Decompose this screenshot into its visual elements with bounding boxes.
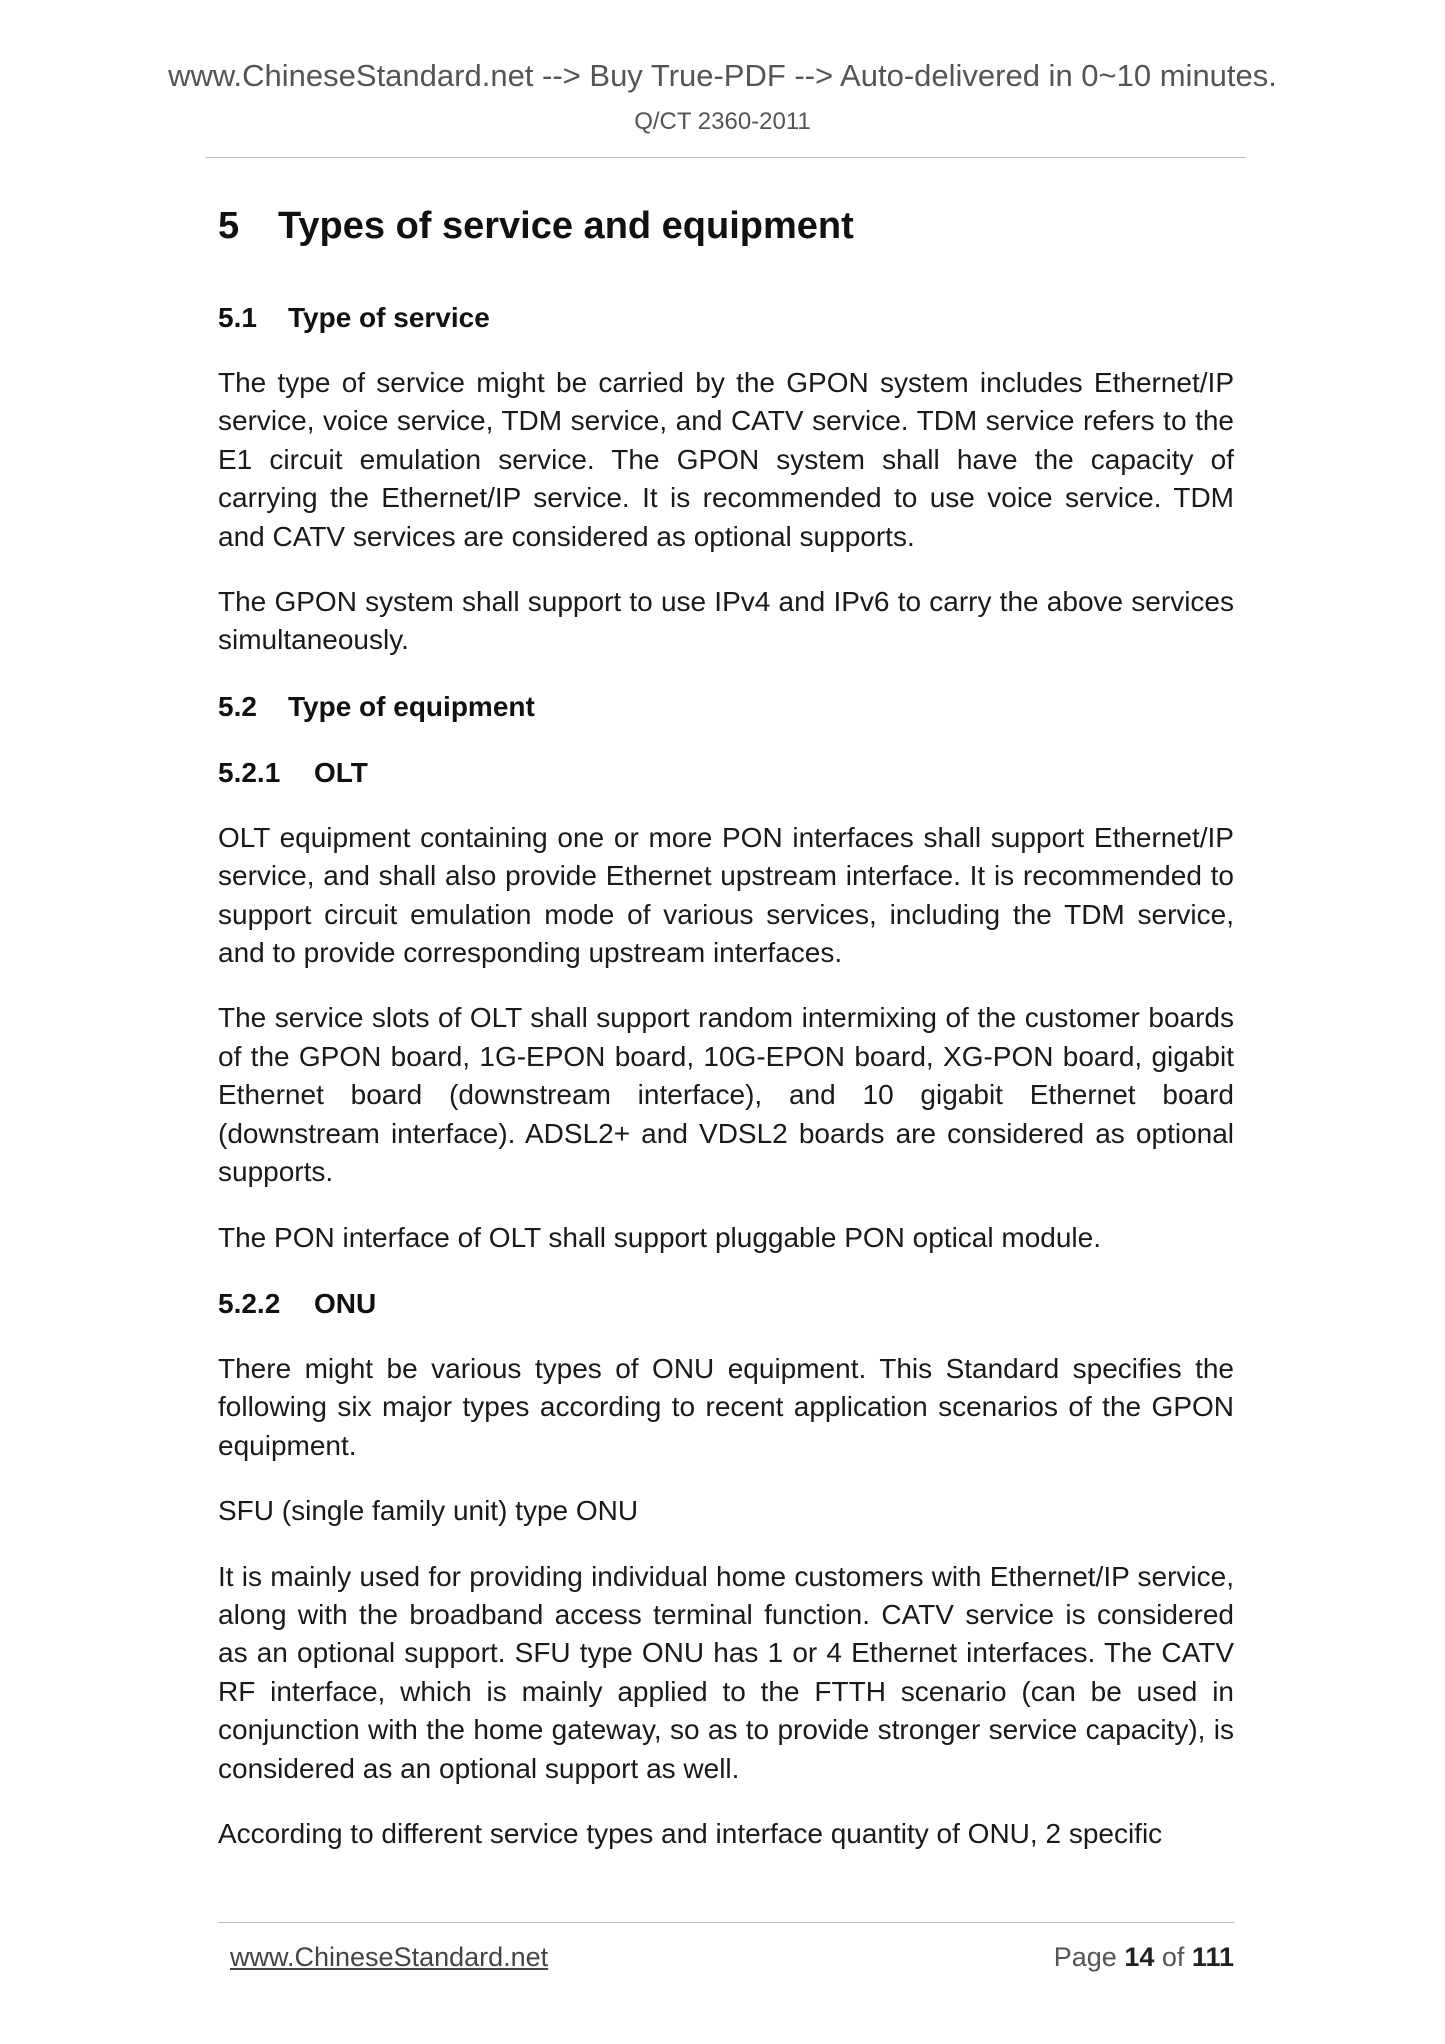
paragraph: The GPON system shall support to use IPv4 and IPv6 to carry the above services simultaneously. — [218, 586, 1234, 656]
section-title: ONU — [314, 1287, 377, 1319]
section-title: OLT — [314, 756, 368, 788]
section-title: Type of service — [288, 302, 490, 333]
footer-site-link[interactable]: www.ChineseStandard.net — [230, 1942, 549, 1972]
page-of-label: of — [1161, 1942, 1185, 1972]
current-page-number: 14 — [1124, 1942, 1155, 1972]
paragraph: It is mainly used for providing individual home customers with Ethernet/IP service, along with the broadband access terminal function. CATV service is considered as an optional support. SFU type ONU has 1 or 4 Ethernet interfaces. The CATV RF interface, which is mainly applied to the FTTH scenario (can be used in conjunction with the home gateway, so as to provide stronger service capacity), is considered as an optional support as well. — [218, 1560, 1234, 1784]
paragraph: The PON interface of OLT shall support pluggable PON optical module. — [218, 1221, 1101, 1253]
page-indicator — [1054, 1940, 1234, 1974]
page-prefix: Page — [1053, 1942, 1117, 1972]
section-number: 5.1 — [218, 302, 257, 333]
standard-code: Q/CT 2360-2011 — [634, 108, 811, 135]
footer-divider — [218, 1922, 1234, 1923]
total-page-count: 111 — [1191, 1942, 1234, 1972]
header-banner: www.ChineseStandard.net --> Buy True-PDF --> Auto-delivered in 0~10 minutes. — [168, 58, 1277, 93]
paragraph: There might be various types of ONU equipment. This Standard specifies the following six major types according to recent application scenarios of the GPON equipment. — [218, 1352, 1234, 1461]
section-number: 5.2.1 — [218, 756, 281, 788]
paragraph: OLT equipment containing one or more PON interfaces shall support Ethernet/IP service, and shall also provide Ethernet upstream interface. It is recommended to support circuit emulation mode of various services, including the TDM service, and to provide corresponding upstream interfaces. — [218, 821, 1234, 969]
paragraph: The service slots of OLT shall support random intermixing of the customer boards of the GPON board, 1G-EPON board, 10G-EPON board, XG-PON board, gigabit Ethernet board (downstream interface), and 10 gigabit Ethernet board (downstream interface). ADSL2+ and VDSL2 boards are considered as optional supports. — [218, 1002, 1234, 1188]
section-5-heading — [218, 198, 1234, 254]
header-divider — [206, 157, 1246, 158]
paragraph: The type of service might be carried by the GPON system includes Ethernet/IP service, voice service, TDM service, and CATV service. TDM service refers to the E1 circuit emulation service. The GPON system shall have the capacity of carrying the Ethernet/IP service. It is recommended to use voice service. TDM and CATV services are considered as optional supports. — [218, 367, 1234, 552]
section-number: 5 — [218, 205, 240, 247]
paragraph: SFU (single family unit) type ONU — [218, 1495, 639, 1527]
section-5-2-2-heading — [218, 1284, 1234, 1324]
section-number: 5.2 — [218, 690, 257, 722]
section-number: 5.2.2 — [218, 1287, 281, 1319]
document-body — [218, 198, 1234, 1880]
section-title: Type of equipment — [288, 690, 535, 722]
paragraph: According to different service types and interface quantity of ONU, 2 specific — [218, 1817, 1163, 1849]
section-5-1-heading — [218, 298, 1234, 338]
section-5-2-heading — [218, 687, 1234, 727]
section-title: Types of service and equipment — [278, 205, 854, 247]
section-5-2-1-heading — [218, 753, 1234, 793]
